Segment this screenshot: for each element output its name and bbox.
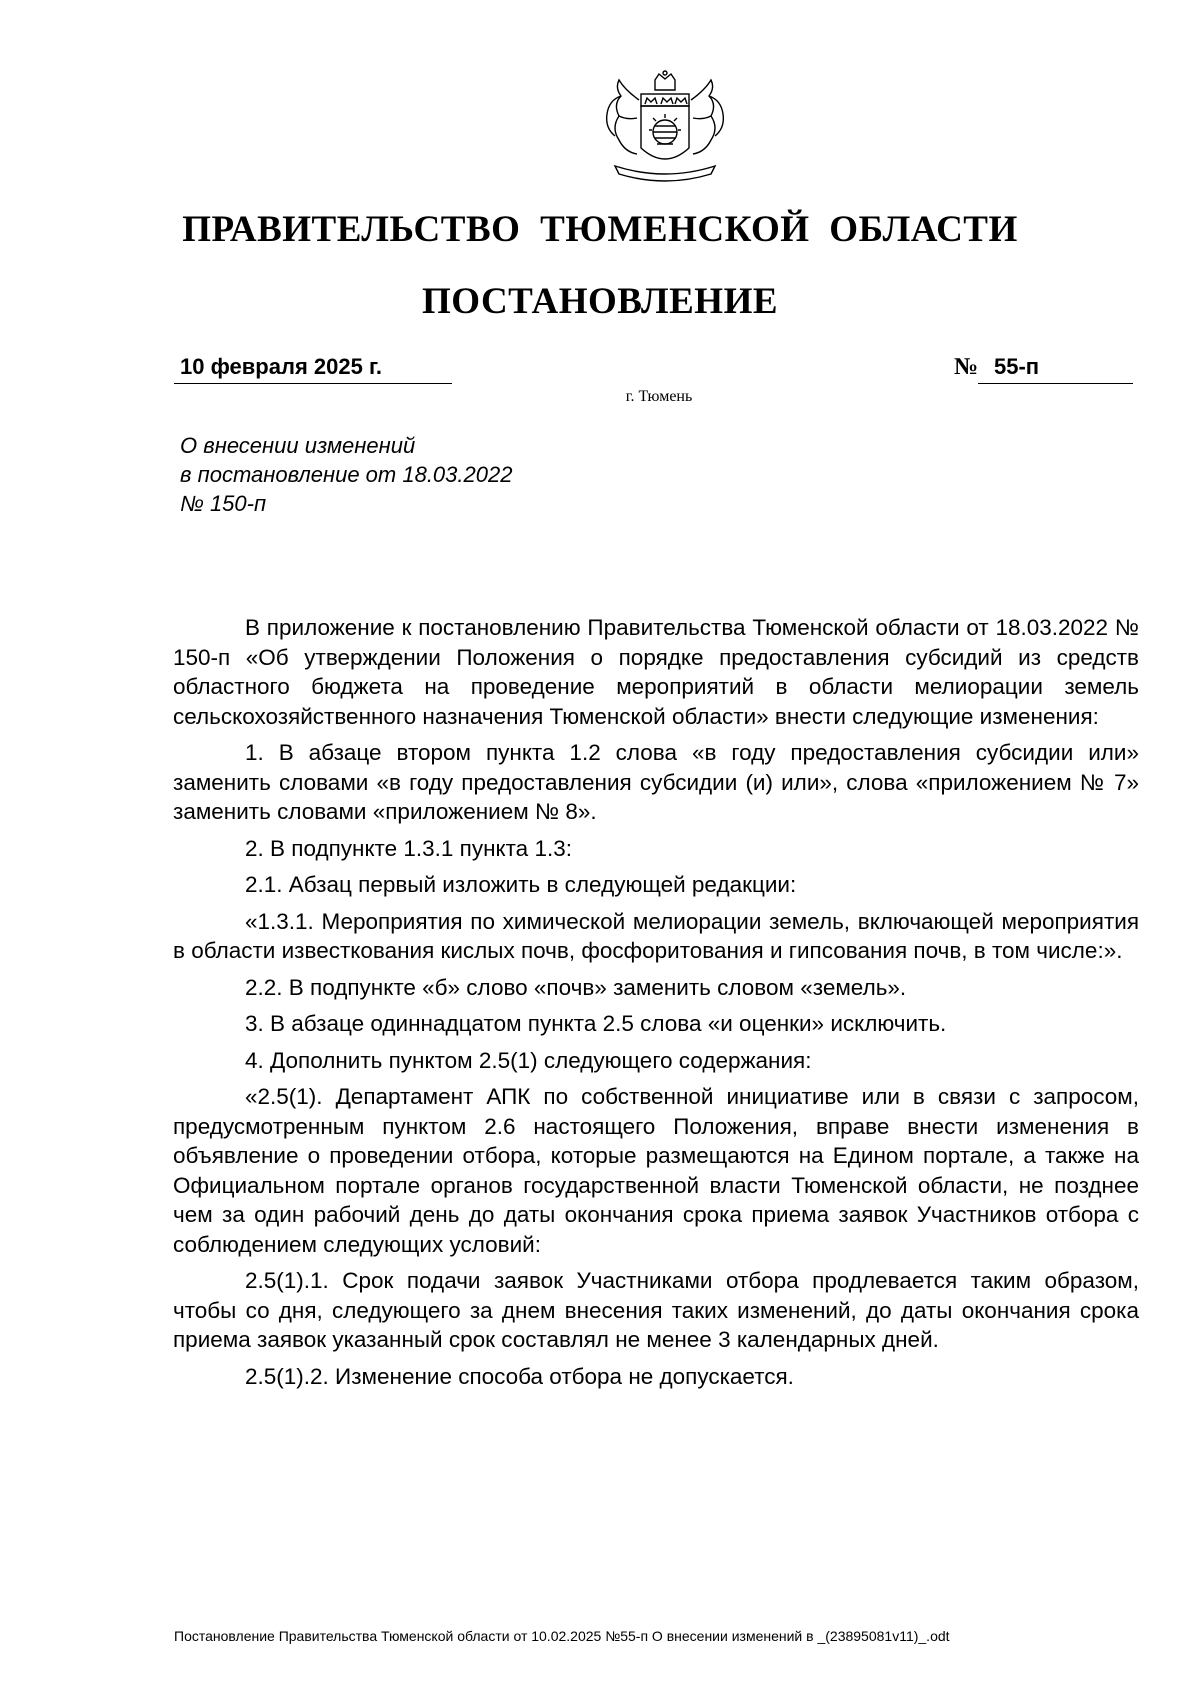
subject-line: в постановление от 18.03.2022 xyxy=(180,462,513,487)
body-paragraph: В приложение к постановлению Правительства Тюменской области от 18.03.2022 № 150-п «Об утверждении Положения о порядке предоставления субсидий из средств областного бюджета на проведение мероприятий в области мелиорации земель сельскохозяйственного назначения Тюменской области» внести следующие изменения: xyxy=(173,615,1139,729)
body-paragraph: 4. Дополнить пунктом 2.5(1) следующего содержания: xyxy=(245,1047,812,1073)
page-footer: Постановление Правительства Тюменской области от 10.02.2025 №55-п О внесении изменений в _(23895081v11)_.odt xyxy=(174,1628,950,1644)
document-date-field: 10 февраля 2025 г. xyxy=(174,354,452,384)
body-paragraph: «1.3.1. Мероприятия по химической мелиорации земель, включающей мероприятия в области известкования кислых почв, фосфоритования и гипсования почв, в том числе:». xyxy=(173,908,1139,963)
body-paragraph: «2.5(1). Департамент АПК по собственной инициативе или в связи с запросом, предусмотренным пунктом 2.6 настоящего Положения, вправе внести изменения в объявление о проведении отбора, которые размещаются на Едином портале, а также на Официальном портале органов государственной власти Тюменской области, не позднее чем за один рабочий день до даты окончания срока приема заявок Участников отбора с соблюдением следующих условий: xyxy=(173,1084,1139,1257)
city-label: г. Тюмень xyxy=(625,388,693,405)
document-type-title: ПОСТАНОВЛЕНИЕ xyxy=(421,281,779,322)
body-paragraph: 2.2. В подпункте «б» слово «почв» заменить словом «земель». xyxy=(245,974,907,1000)
government-title: ПРАВИТЕЛЬСТВО ТЮМЕНСКОЙ ОБЛАСТИ xyxy=(182,209,1018,250)
body-paragraph: 3. В абзаце одиннадцатом пункта 2.5 слова «и оценки» исключить. xyxy=(245,1011,947,1036)
subject-line: № 150-п xyxy=(180,491,267,516)
coat-of-arms-emblem xyxy=(585,70,745,190)
body-paragraph: 2.1. Абзац первый изложить в следующей редакции: xyxy=(245,872,797,897)
subject-line: О внесении изменений xyxy=(180,433,416,458)
document-subject xyxy=(180,431,512,518)
body-paragraph: 1. В абзаце втором пункта 1.2 слова «в году предоставления субсидии или» заменить словами «в году предоставления субсидии (и) или», слова «приложением № 7» заменить словами «приложением № 8». xyxy=(173,740,1139,824)
body-paragraph: 2.5(1).1. Срок подачи заявок Участниками отбора продлевается таким образом, чтобы со дня, следующего за днем внесения таких изменений, до даты окончания срока приема заявок указанный срок составлял не менее 3 календарных дней. xyxy=(173,1268,1139,1352)
body-paragraph: 2. В подпункте 1.3.1 пункта 1.3: xyxy=(245,835,572,861)
document-number-field: 55-п xyxy=(978,354,1133,384)
document-body xyxy=(173,613,1139,1398)
body-paragraph: 2.5(1).2. Изменение способа отбора не допускается. xyxy=(245,1363,794,1389)
number-sign: № xyxy=(954,354,979,380)
